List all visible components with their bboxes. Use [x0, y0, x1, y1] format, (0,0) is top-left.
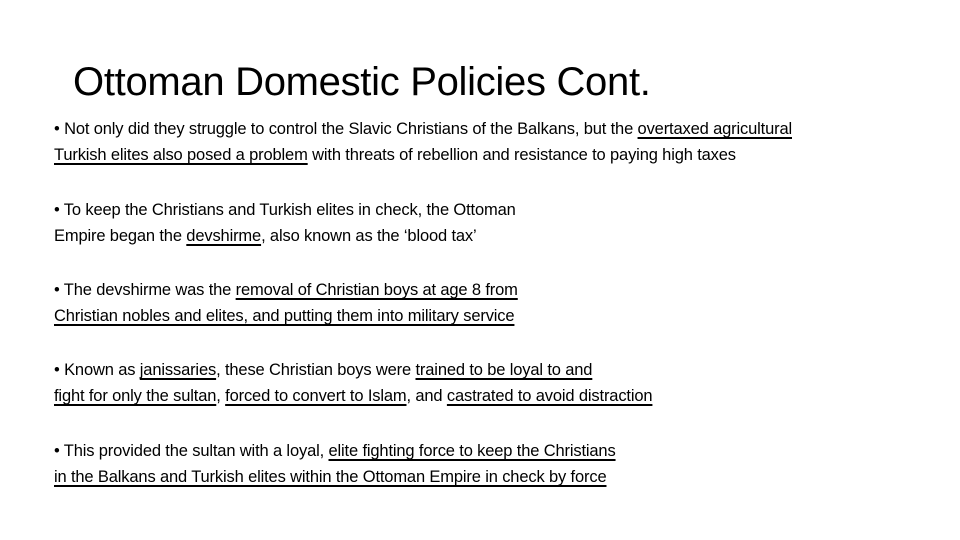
- bullet-line: [54, 383, 652, 409]
- bullet-line: [54, 223, 516, 249]
- bullet-item: [54, 438, 616, 490]
- underlined-text: devshirme: [186, 227, 262, 245]
- bullet-text: This provided the sultan with a loyal,: [59, 442, 329, 460]
- bullet-line: [54, 464, 616, 490]
- bullet-line: [54, 197, 516, 223]
- bullet-line: [54, 142, 792, 168]
- underlined-text: removal of Christian boys at age 8 from: [235, 281, 518, 299]
- underlined-text: overtaxed agricultural: [637, 120, 792, 138]
- bullet-item: [54, 197, 516, 249]
- bullet-text: Not only did they struggle to control the Slavic Christians of the Balkans, but the: [59, 120, 638, 138]
- bullet-item: [54, 277, 518, 329]
- bullet-line: [54, 303, 518, 329]
- bullet-text: The devshirme was the: [59, 281, 236, 299]
- bullet-line: [54, 357, 652, 383]
- bullet-text: , also known as the ‘blood tax’: [261, 227, 477, 245]
- bullet-marker: •: [54, 361, 60, 379]
- bullet-text: ,: [216, 387, 226, 405]
- bullet-marker: •: [54, 201, 60, 219]
- underlined-text: Christian nobles and elites, and putting them into military service: [54, 307, 515, 325]
- bullet-item: [54, 116, 792, 168]
- bullet-text: , and: [406, 387, 447, 405]
- bullet-text: with threats of rebellion and resistance to paying high taxes: [307, 146, 736, 164]
- bullet-text: , these Christian boys were: [216, 361, 416, 379]
- bullet-marker: •: [54, 442, 60, 460]
- bullet-line: [54, 277, 518, 303]
- bullet-text: To keep the Christians and Turkish elites in check, the Ottoman: [59, 201, 516, 219]
- slide-title: Ottoman Domestic Policies Cont.: [73, 60, 651, 104]
- underlined-text: elite fighting force to keep the Christians: [328, 442, 616, 460]
- underlined-text: trained to be loyal to and: [415, 361, 593, 379]
- underlined-text: castrated to avoid distraction: [446, 387, 653, 405]
- underlined-text: janissaries: [139, 361, 217, 379]
- bullet-line: [54, 438, 616, 464]
- bullet-text: Known as: [59, 361, 140, 379]
- underlined-text: Turkish elites also posed a problem: [54, 146, 308, 164]
- bullet-text: Empire began the: [54, 227, 187, 245]
- bullet-marker: •: [54, 281, 60, 299]
- bullet-line: [54, 116, 792, 142]
- bullet-marker: •: [54, 120, 60, 138]
- underlined-text: forced to convert to Islam: [225, 387, 407, 405]
- underlined-text: fight for only the sultan: [54, 387, 217, 405]
- bullet-item: [54, 357, 652, 409]
- underlined-text: in the Balkans and Turkish elites within the Ottoman Empire in check by force: [54, 468, 607, 486]
